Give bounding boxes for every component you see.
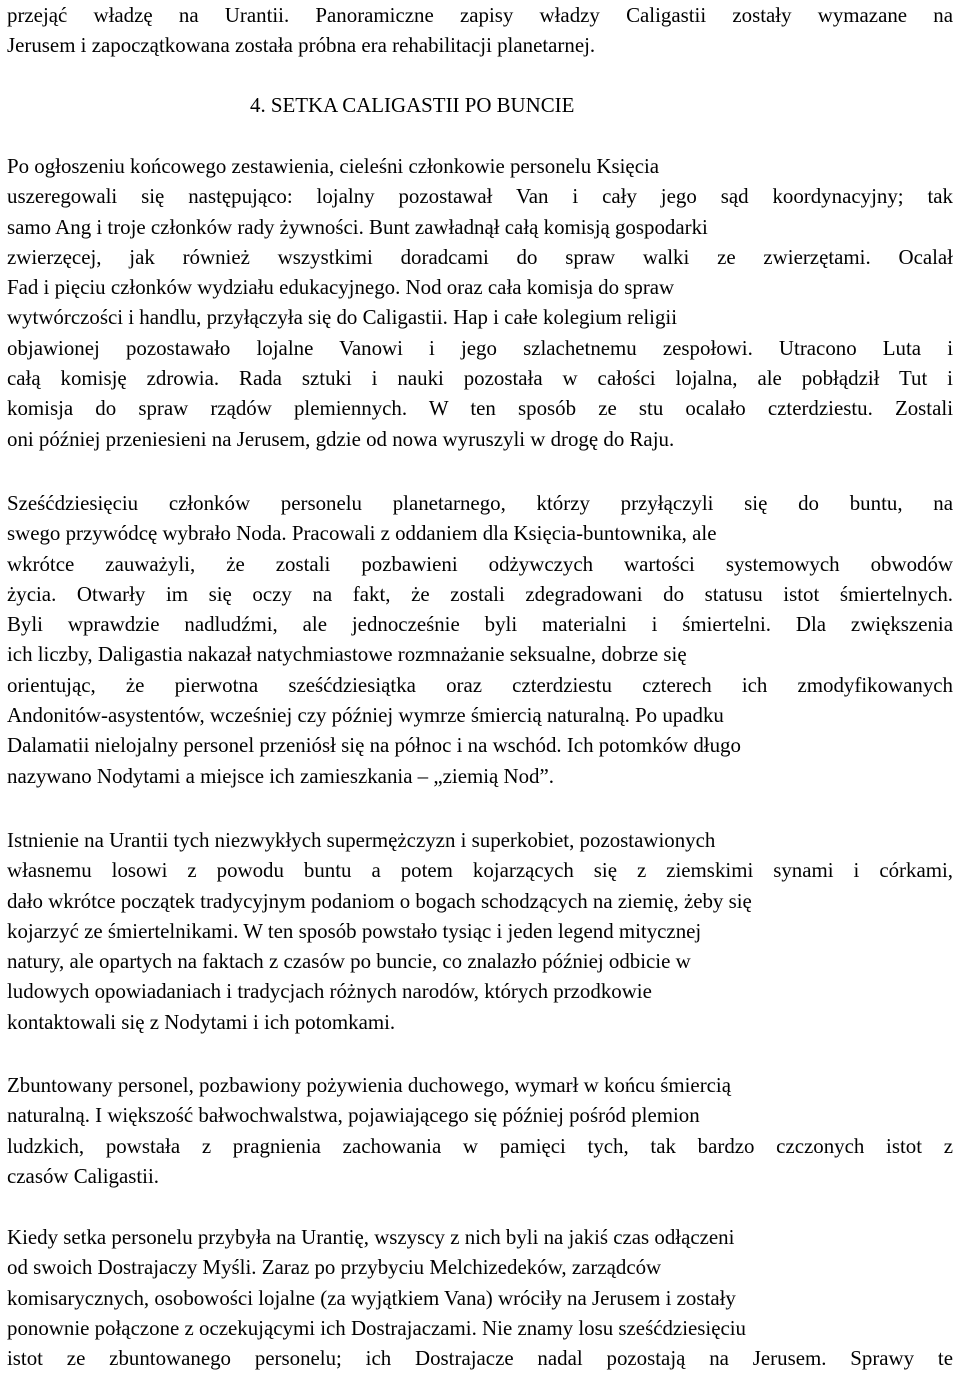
text-line: ich liczby, Daligastia nakazał natychmiastowe rozmnażanie seksualne, dobrze się [7,642,687,667]
text-line: własnemu losowi z powodu buntu a potem kojarzących się z ziemskimi synami i córkami, [7,858,953,883]
text-line: ponownie połączone z oczekującymi ich Dostrajaczami. Nie znamy losu sześćdziesięciu [7,1315,746,1340]
text-line: zwierzęcej, jak również wszystkimi doradcami do spraw walki ze zwierzętami. Ocalał [7,244,953,269]
paragraph-1 [7,151,953,454]
text-line: Andonitów-asystentów, wcześniej czy później wymrze śmiercią naturalną. Po upadku [7,703,724,728]
text-line: Byli wprawdzie nadludźmi, ale jednocześnie byli materialni i śmiertelni. Dla zwiększenia [7,612,953,637]
text-line: istot ze zbuntowanego personelu; ich Dostrajacze nadal pozostają na Jerusem. Sprawy te [7,1346,953,1371]
text-line: życia. Otwarły im się oczy na fakt, że zostali zdegradowani do statusu istot śmiertelnych. [7,581,953,606]
paragraph-5 [7,1222,953,1373]
text-line: Istnienie na Urantii tych niezwykłych supermężczyzn i superkobiet, pozostawionych [7,828,716,852]
text-line: natury, ale opartych na faktach z czasów po buncie, co znalazło później odbicie w [7,949,691,974]
text-line: uszeregowali się następująco: lojalny pozostawał Van i cały jego sąd koordynacyjny; tak [7,184,953,209]
text-line: od swoich Dostrajaczy Myśli. Zaraz po przybyciu Melchizedeków, zarządców [7,1255,662,1280]
text-line: kontaktowali się z Nodytami i ich potomkami. [7,1009,396,1034]
text-line: orientując, że pierwotna sześćdziesiątka oraz czterdziestu czterech ich zmodyfikowanych [7,672,953,697]
text-line: kojarzyć ze śmiertelnikami. W ten sposób powstało tysiąc i jeden legend mitycznej [7,918,702,943]
text-line: Jerusem i zapoczątkowana została próbna era rehabilitacji planetarnej. [7,33,596,58]
text-line: wkrótce zauważyli, że zostali pozbawieni odżywczych wartości systemowych obwodów [7,551,953,576]
text-line: nazywano Nodytami a miejsce ich zamieszkania – „ziemią Nod”. [7,763,554,788]
text-line: całą komisję zdrowia. Rada sztuki i nauki pozostała w całości lojalna, ale pobłądził Tut i [7,366,953,391]
text-line: naturalną. I większość bałwochwalstwa, pojawiającego się później pośród plemion [7,1103,700,1128]
text-line: Kiedy setka personelu przybyła na Urantię, wszyscy z nich byli na jakiś czas odłączeni [7,1225,735,1249]
text-line: Dalamatii nielojalny personel przeniósł się na północ i na wschód. Ich potomków długo [7,733,741,758]
text-line: ludzkich, powstała z pragnienia zachowania w pamięci tych, tak bardzo czczonych istot z [7,1133,953,1158]
paragraph-4 [7,1070,953,1191]
text-line: przejąć władzę na Urantii. Panoramiczne zapisy władzy Caligastii zostały wymazane na [7,3,953,27]
text-line: wytwórczości i handlu, przyłączyła się do Caligastii. Hap i całe kolegium religii [7,305,678,330]
section-heading: 4. SETKA CALIGASTII PO BUNCIE [250,93,575,117]
text-line: komisarycznych, osobowości lojalne (za wyjątkiem Vana) wróciły na Jerusem i zostały [7,1285,736,1310]
intro-paragraph [7,0,953,61]
text-line: Sześćdziesięciu członków personelu planetarnego, którzy przyłączyli się do buntu, na [7,491,953,515]
text-line: oni później przeniesieni na Jerusem, gdzie od nowa wyruszyli w drogę do Raju. [7,426,675,451]
text-line: komisja do spraw rządów plemiennych. W ten sposób ze stu ocalało czterdziestu. Zostali [7,396,953,421]
text-line: Fad i pięciu członków wydziału edukacyjnego. Nod oraz cała komisja do spraw [7,275,675,300]
text-line: Po ogłoszeniu końcowego zestawienia, cieleśni członkowie personelu Księcia [7,154,660,178]
text-line: ludowych opowiadaniach i tradycjach różnych narodów, których przodkowie [7,979,652,1004]
text-line: objawionej pozostawało lojalne Vanowi i jego szlachetnemu zespołowi. Utracono Luta i [7,335,953,360]
text-line: samo Ang i troje członków rady żywności. Bunt zawładnął całą komisją gospodarki [7,214,708,239]
text-line: Zbuntowany personel, pozbawiony pożywienia duchowego, wymarł w końcu śmiercią [7,1073,732,1097]
text-line: czasów Caligastii. [7,1163,159,1188]
text-line: swego przywódcę wybrało Noda. Pracowali z oddaniem dla Księcia-buntownika, ale [7,521,717,546]
paragraph-3 [7,825,953,1037]
text-line: dało wkrótce początek tradycyjnym podaniom o bogach schodzących na ziemię, żeby się [7,888,752,913]
paragraph-2 [7,488,953,791]
